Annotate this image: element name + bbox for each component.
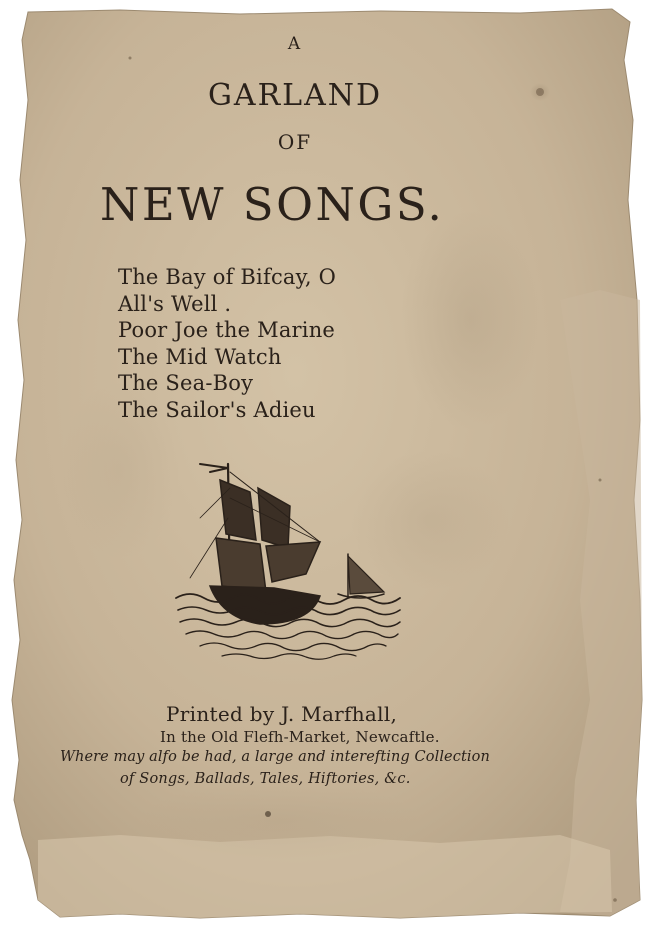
song-title: The Bay of Bifcay, O <box>118 265 337 289</box>
imprint-advert-line-1: Where may alfo be had, a large and interefting Collection <box>60 749 490 765</box>
song-title: The Sea-Boy <box>118 371 254 395</box>
imprint-address: In the Old Flefh-Market, Newcaftle. <box>160 728 440 746</box>
title-of: OF <box>277 130 313 154</box>
song-title: All's Well . <box>118 291 232 316</box>
song-title: The Mid Watch <box>118 344 282 369</box>
title-garland: GARLAND <box>207 78 383 113</box>
song-title: Poor Joe the Marine <box>118 318 336 342</box>
song-title: The Sailor's Adieu <box>118 397 316 422</box>
song-list <box>118 264 336 423</box>
imprint-printer: Printed by J. Marfhall, <box>166 702 398 726</box>
title-article: A <box>287 34 303 54</box>
imprint-advert-line-2: of Songs, Ballads, Tales, Hiftories, &c. <box>120 771 411 787</box>
title-new-songs: NEW SONGS. <box>100 178 445 231</box>
